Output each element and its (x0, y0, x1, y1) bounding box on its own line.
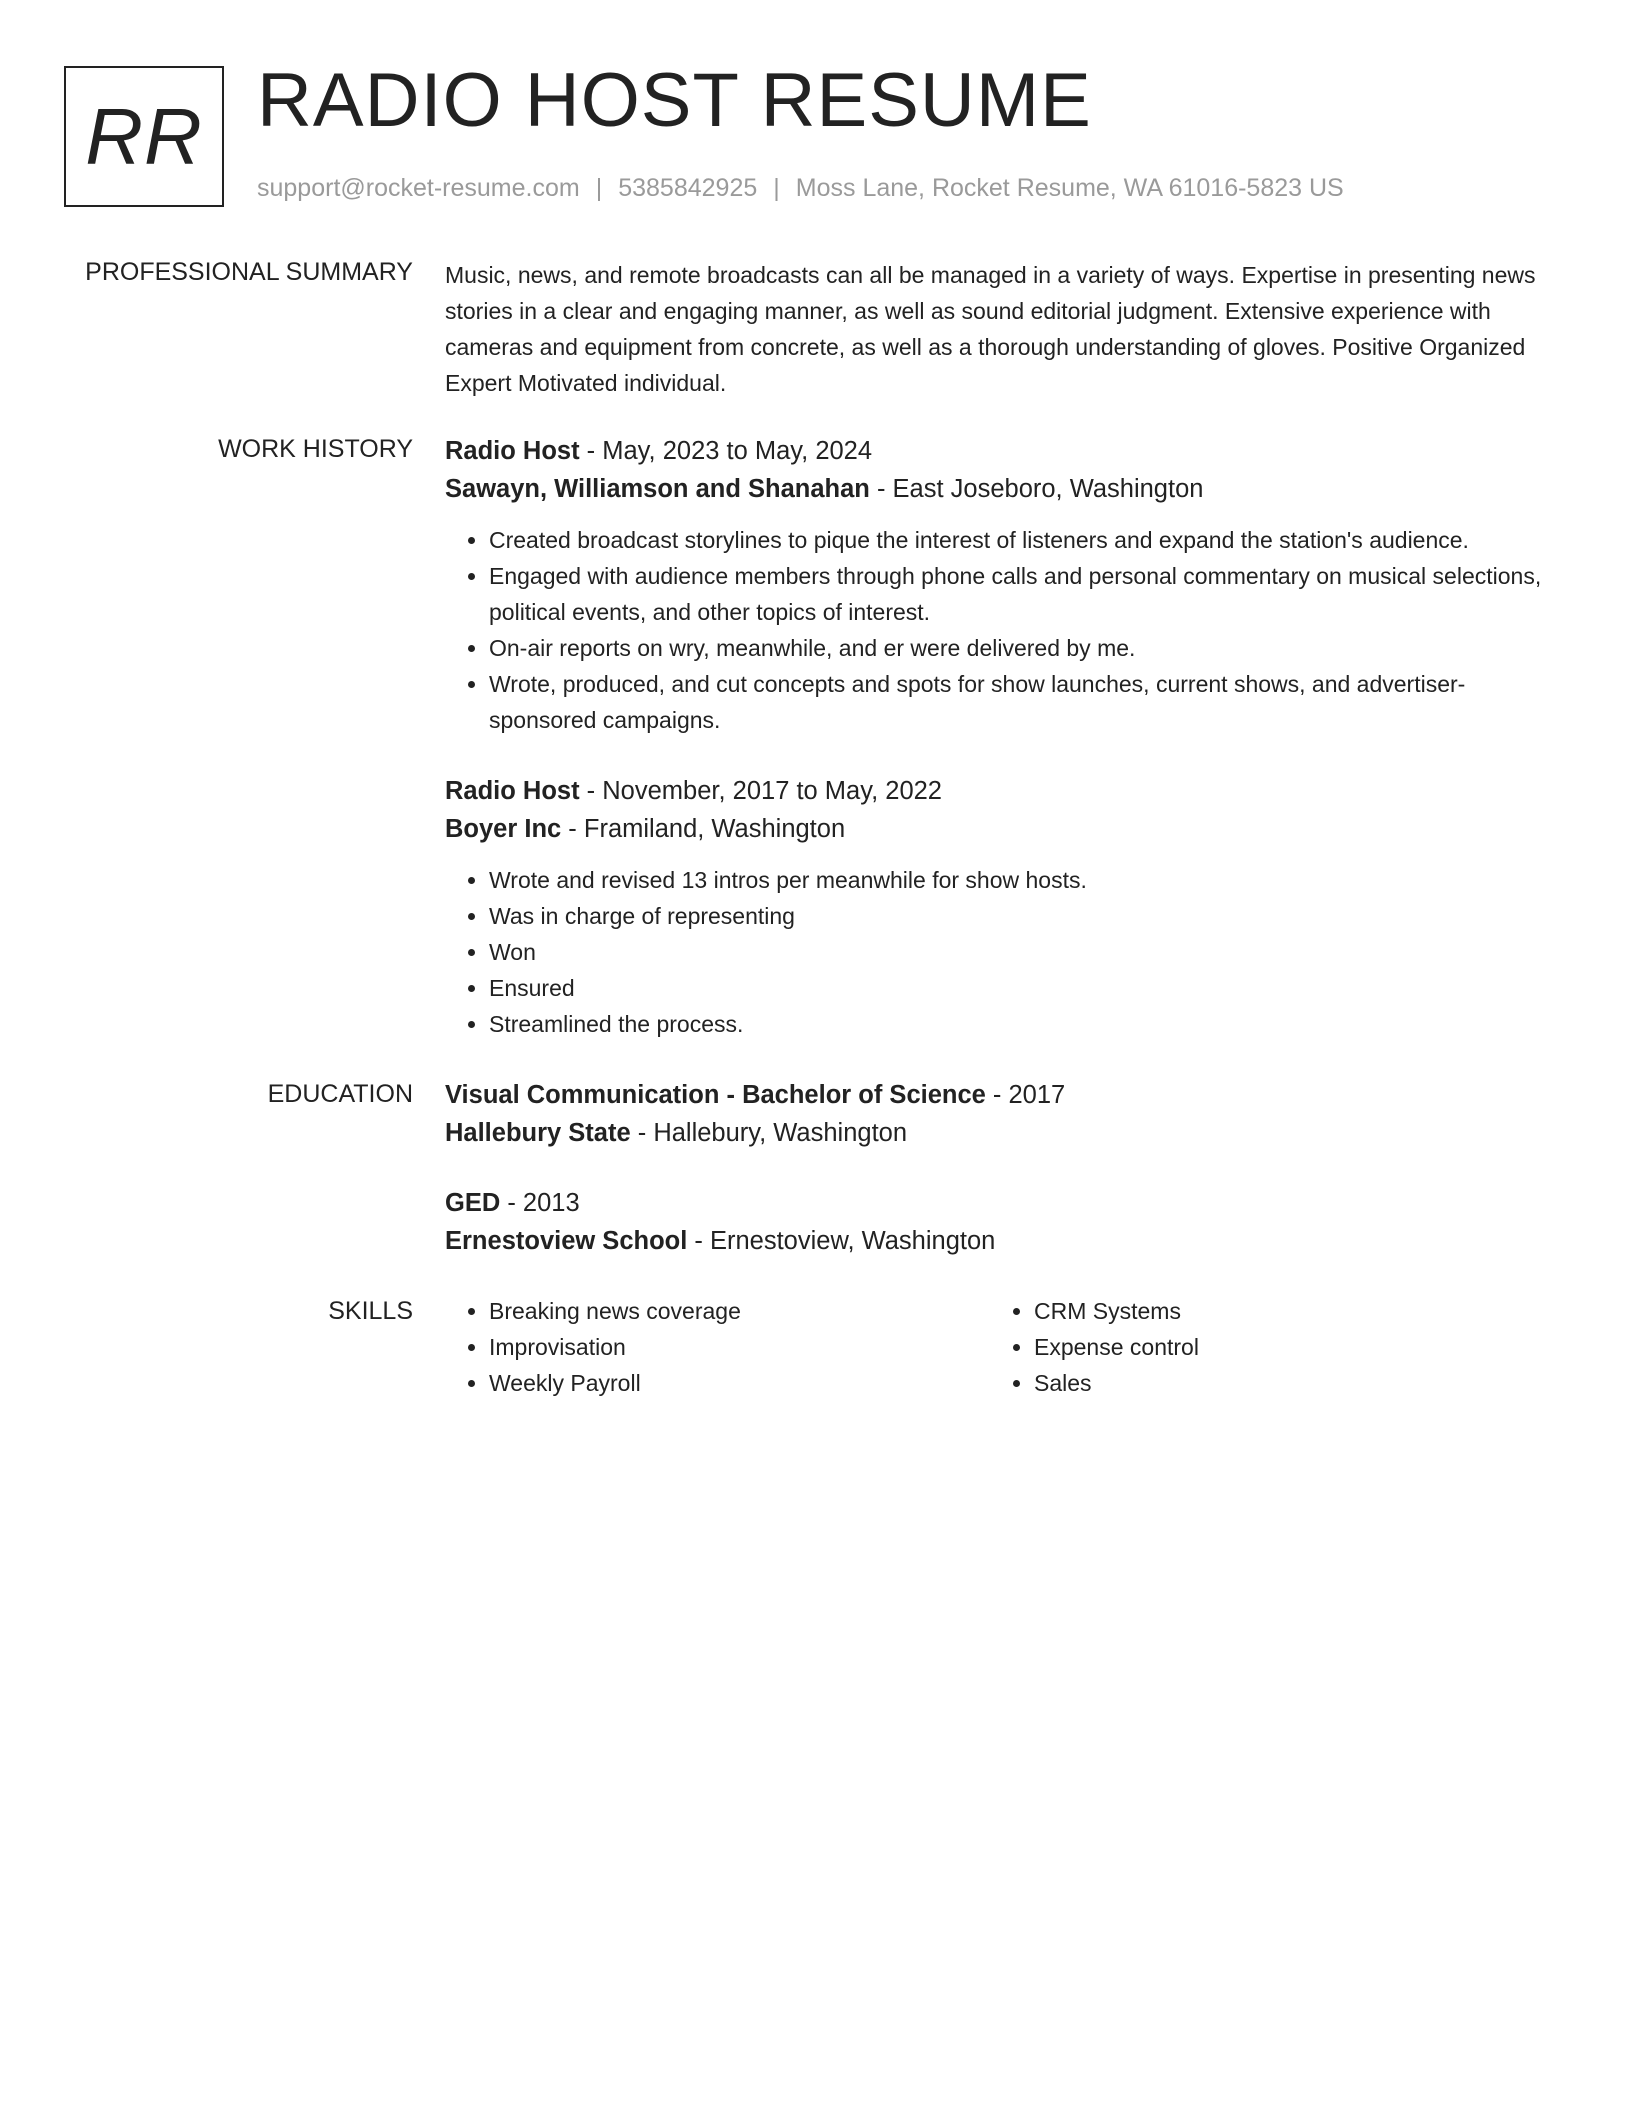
education-location: - Hallebury, Washington (630, 1119, 908, 1147)
list-item: • Was in charge of representing (489, 898, 1555, 934)
skill-item: • Weekly Payroll (489, 1365, 985, 1401)
list-item: • Ensured (489, 970, 1555, 1006)
education-degree: Visual Communication - Bachelor of Science (445, 1081, 986, 1109)
job-entry (445, 772, 1555, 1042)
resume-title: RADIO HOST RESUME (257, 58, 1092, 143)
skill-item: • Improvisation (489, 1329, 985, 1365)
list-item: • Wrote, produced, and cut concepts and spots for show launches, current shows, and advertiser-sponsored campaigns. (489, 666, 1555, 738)
contact-separator: | (773, 174, 780, 202)
skills-section (445, 1293, 1555, 1413)
job-entry (445, 432, 1555, 738)
education-entry (445, 1184, 1555, 1260)
education-location: - Ernestoview, Washington (687, 1227, 996, 1255)
education-school: Hallebury State (445, 1119, 631, 1147)
job-location: - East Joseboro, Washington (869, 475, 1204, 503)
skill-item: • Expense control (1034, 1329, 1530, 1365)
education-entry (445, 1076, 1555, 1152)
contact-separator: | (595, 174, 603, 202)
monogram-logo: RR (64, 66, 224, 207)
job-bullets (445, 522, 1555, 738)
contact-email[interactable]: support@rocket-resume.com (257, 174, 580, 202)
job-dates: - November, 2017 to May, 2022 (579, 777, 942, 805)
job-company: Sawayn, Williamson and Shanahan (445, 475, 870, 503)
contact-phone[interactable]: 5385842925 (618, 174, 758, 202)
skill-item: • CRM Systems (1034, 1293, 1530, 1329)
job-location: - Framiland, Washington (561, 815, 846, 843)
list-item: • Won (489, 934, 1555, 970)
list-item: • On-air reports on wry, meanwhile, and er were delivered by me. (489, 630, 1555, 666)
education-year: - 2017 (985, 1081, 1066, 1109)
skills-list (445, 1293, 985, 1401)
job-company: Boyer Inc (445, 815, 562, 843)
list-item: • Created broadcast storylines to pique the interest of listeners and expand the station's audience. (489, 522, 1555, 558)
education-school: Ernestoview School (445, 1227, 688, 1255)
skills-column-left (445, 1293, 985, 1401)
education-degree-line (445, 1076, 1555, 1114)
skill-item: • Sales (1034, 1365, 1530, 1401)
job-title: Radio Host (445, 777, 580, 805)
list-item: • Engaged with audience members through phone calls and personal commentary on musical selections, political events, and other topics of interest. (489, 558, 1555, 630)
education-school-line (445, 1114, 1555, 1152)
job-company-line (445, 810, 1555, 848)
skills-list (990, 1293, 1530, 1401)
job-title-line (445, 772, 1555, 810)
job-company-line (445, 470, 1555, 508)
skill-item: • Breaking news coverage (489, 1293, 985, 1329)
section-label-work-history: WORK HISTORY (218, 435, 413, 463)
education-degree-line (445, 1184, 1555, 1222)
summary-section (445, 257, 1555, 401)
job-title-line (445, 432, 1555, 470)
list-item: • Wrote and revised 13 intros per meanwhile for show hosts. (489, 862, 1555, 898)
section-label-summary: PROFESSIONAL SUMMARY (85, 258, 413, 286)
summary-text: Music, news, and remote broadcasts can all be managed in a variety of ways. Expertise in presenting news stories in a clear and engaging manner, as well as sound editorial judgment. Extensive experience with cameras and equipment from concrete, as well as a thorough understanding of gloves. Positive Organized Expert Motivated individual. (445, 262, 1536, 396)
skills-column-right (990, 1293, 1530, 1401)
job-dates: - May, 2023 to May, 2024 (579, 437, 873, 465)
education-year: - 2013 (500, 1189, 580, 1217)
education-section (445, 1076, 1555, 1260)
education-degree: GED (445, 1189, 501, 1217)
contact-address: Moss Lane, Rocket Resume, WA 61016-5823 US (795, 174, 1344, 202)
section-label-skills: SKILLS (328, 1297, 413, 1325)
education-school-line (445, 1222, 1555, 1260)
section-label-education: EDUCATION (267, 1080, 413, 1108)
contact-line (257, 174, 1344, 203)
work-history-section (445, 432, 1555, 1042)
list-item: • Streamlined the process. (489, 1006, 1555, 1042)
job-bullets (445, 862, 1555, 1042)
job-title: Radio Host (445, 437, 580, 465)
